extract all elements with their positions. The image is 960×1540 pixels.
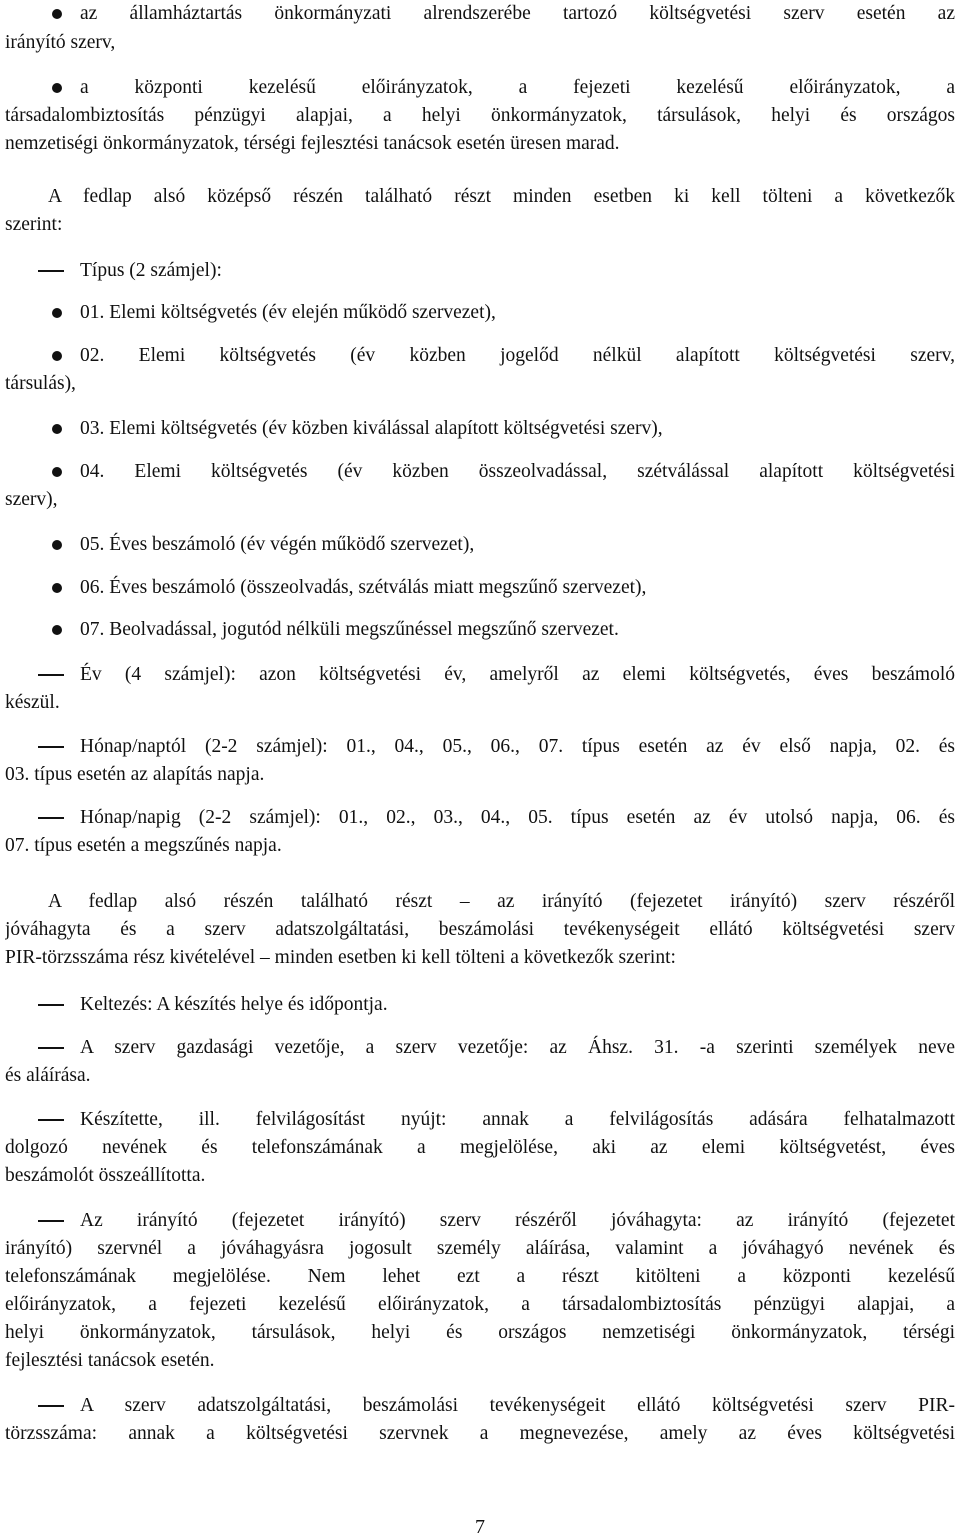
text-line	[5, 371, 955, 397]
bullet-item-line	[5, 532, 955, 558]
text-line	[5, 945, 955, 971]
dash-item-line	[5, 662, 955, 688]
line-text: Hónap/naptól (2-2 számjel): 01., 04., 05., 06., 07. típus esetén az év első napja, 02. és	[80, 736, 955, 757]
line-text: 03. típus esetén az alapítás napja.	[5, 764, 265, 785]
line-text: A fedlap alsó részén található részt – az irányító (fejezetet irányító) szerv részéről	[48, 891, 955, 912]
bullet-item-line	[5, 75, 955, 101]
text-line	[5, 184, 955, 210]
line-text: 04. Elemi költségvetés (év közben összeolvadással, szétválással alapított költségvetési	[80, 461, 955, 482]
line-text: Év (4 számjel): azon költségvetési év, amelyről az elemi költségvetés, éves beszámoló	[80, 664, 955, 685]
text-line	[5, 917, 955, 943]
text-line	[5, 1236, 955, 1262]
line-text: 01. Elemi költségvetés (év elején működő szervezet),	[80, 302, 496, 323]
line-text: A fedlap alsó középső részén található részt minden esetben ki kell tölteni a következők	[48, 186, 955, 207]
line-text: 06. Éves beszámoló (összeolvadás, szétválás miatt megszűnő szervezet),	[80, 577, 647, 598]
bullet-dot-icon	[52, 424, 62, 434]
dash-item-line	[5, 258, 955, 284]
text-line	[5, 131, 955, 157]
bullet-dot-icon	[52, 540, 62, 550]
line-text: dolgozó nevének és telefonszámának a megjelölése, aki az elemi költségvetést, éves	[5, 1137, 955, 1158]
line-text: 07. típus esetén a megszűnés napja.	[5, 835, 282, 856]
line-text: A szerv adatszolgáltatási, beszámolási tevékenységeit ellátó költségvetési szerv PIR-	[80, 1395, 955, 1416]
line-text: társadalombiztosítás pénzügyi alapjai, a helyi önkormányzatok, társulások, helyi és országos	[5, 105, 955, 126]
line-text: és aláírása.	[5, 1065, 91, 1086]
dash-icon	[38, 674, 64, 676]
text-line	[5, 1292, 955, 1318]
dash-item-line	[5, 992, 955, 1018]
line-text: fejlesztési tanácsok esetén.	[5, 1350, 215, 1371]
bullet-dot-icon	[52, 467, 62, 477]
dash-icon	[38, 817, 64, 819]
text-line	[5, 1320, 955, 1346]
dash-icon	[38, 1047, 64, 1049]
text-line	[5, 30, 955, 56]
line-text: Keltezés: A készítés helye és időpontja.	[80, 994, 388, 1015]
dash-icon	[38, 1405, 64, 1407]
line-text: telefonszámának megjelölése. Nem lehet ezt a részt kitölteni a központi kezelésű	[5, 1266, 955, 1287]
bullet-item-line	[5, 575, 955, 601]
line-text: irányító) szervnél a jóváhagyásra jogosult személy aláírása, valamint a jóváhagyó nevének és	[5, 1238, 955, 1259]
text-line	[5, 690, 955, 716]
bullet-dot-icon	[52, 583, 62, 593]
line-text: jóváhagyta és a szerv adatszolgáltatási, beszámolási tevékenységeit ellátó költségvetési szerv	[5, 919, 955, 940]
dash-icon	[38, 746, 64, 748]
text-line	[5, 833, 955, 859]
bullet-dot-icon	[52, 625, 62, 635]
bullet-item-line	[5, 300, 955, 326]
bullet-dot-icon	[52, 83, 62, 93]
bullet-item-line	[5, 343, 955, 369]
bullet-dot-icon	[52, 308, 62, 318]
text-line	[5, 889, 955, 915]
dash-item-line	[5, 1208, 955, 1234]
line-text: helyi önkormányzatok, társulások, helyi és országos nemzetiségi önkormányzatok, térségi	[5, 1322, 955, 1343]
dash-icon	[38, 1220, 64, 1222]
dash-icon	[38, 270, 64, 272]
line-text: Az irányító (fejezetet irányító) szerv részéről jóváhagyta: az irányító (fejezetet	[80, 1210, 955, 1231]
line-text: társulás),	[5, 373, 76, 394]
dash-item-line	[5, 805, 955, 831]
text-line	[5, 1264, 955, 1290]
dash-item-line	[5, 734, 955, 760]
dash-icon	[38, 1119, 64, 1121]
text-line	[5, 1348, 955, 1374]
line-text: irányító szerv,	[5, 32, 116, 53]
line-text: készül.	[5, 692, 60, 713]
line-text: szerint:	[5, 214, 63, 235]
text-line	[5, 1421, 955, 1447]
line-text: 03. Elemi költségvetés (év közben kiválással alapított költségvetési szerv),	[80, 418, 663, 439]
line-text: 05. Éves beszámoló (év végén működő szervezet),	[80, 534, 475, 555]
dash-item-line	[5, 1035, 955, 1061]
line-text: A szerv gazdasági vezetője, a szerv vezetője: az Áhsz. 31. -a szerinti személyek neve	[80, 1037, 955, 1058]
bullet-dot-icon	[52, 9, 62, 19]
line-text: Hónap/napig (2-2 számjel): 01., 02., 03., 04., 05. típus esetén az év utolsó napja, 06. és	[80, 807, 955, 828]
text-line	[5, 487, 955, 513]
text-line	[5, 212, 955, 238]
line-text: 07. Beolvadással, jogutód nélküli megszűnéssel megszűnő szervezet.	[80, 619, 619, 640]
bullet-item-line	[5, 1, 955, 27]
text-line	[5, 762, 955, 788]
line-text: előirányzatok, a fejezeti kezelésű előirányzatok, a társadalombiztosítás pénzügyi alapjai, a	[5, 1294, 955, 1315]
dash-icon	[38, 1004, 64, 1006]
page-number: 7	[475, 1516, 485, 1538]
dash-item-line	[5, 1107, 955, 1133]
line-text: törzsszáma: annak a költségvetési szervnek a megnevezése, amely az éves költségvetési	[5, 1423, 955, 1444]
line-text: 02. Elemi költségvetés (év közben jogelőd nélkül alapított költségvetési szerv,	[80, 345, 955, 366]
line-text: szerv),	[5, 489, 58, 510]
text-line	[5, 1163, 955, 1189]
line-text: az államháztartás önkormányzati alrendszerébe tartozó költségvetési szerv esetén az	[80, 3, 955, 24]
line-text: beszámolót összeállította.	[5, 1165, 206, 1186]
text-line	[5, 103, 955, 129]
dash-item-line	[5, 1393, 955, 1419]
bullet-item-line	[5, 459, 955, 485]
line-text: Típus (2 számjel):	[80, 260, 222, 281]
bullet-item-line	[5, 416, 955, 442]
line-text: PIR-törzsszáma rész kivételével – minden esetben ki kell tölteni a következők szerint:	[5, 947, 676, 968]
bullet-item-line	[5, 617, 955, 643]
text-line	[5, 1063, 955, 1089]
line-text: Készítette, ill. felvilágosítást nyújt: annak a felvilágosítás adására felhatalmazott	[80, 1109, 955, 1130]
text-line	[5, 1135, 955, 1161]
line-text: a központi kezelésű előirányzatok, a fejezeti kezelésű előirányzatok, a	[80, 77, 955, 98]
bullet-dot-icon	[52, 351, 62, 361]
line-text: nemzetiségi önkormányzatok, térségi fejlesztési tanácsok esetén üresen marad.	[5, 133, 620, 154]
